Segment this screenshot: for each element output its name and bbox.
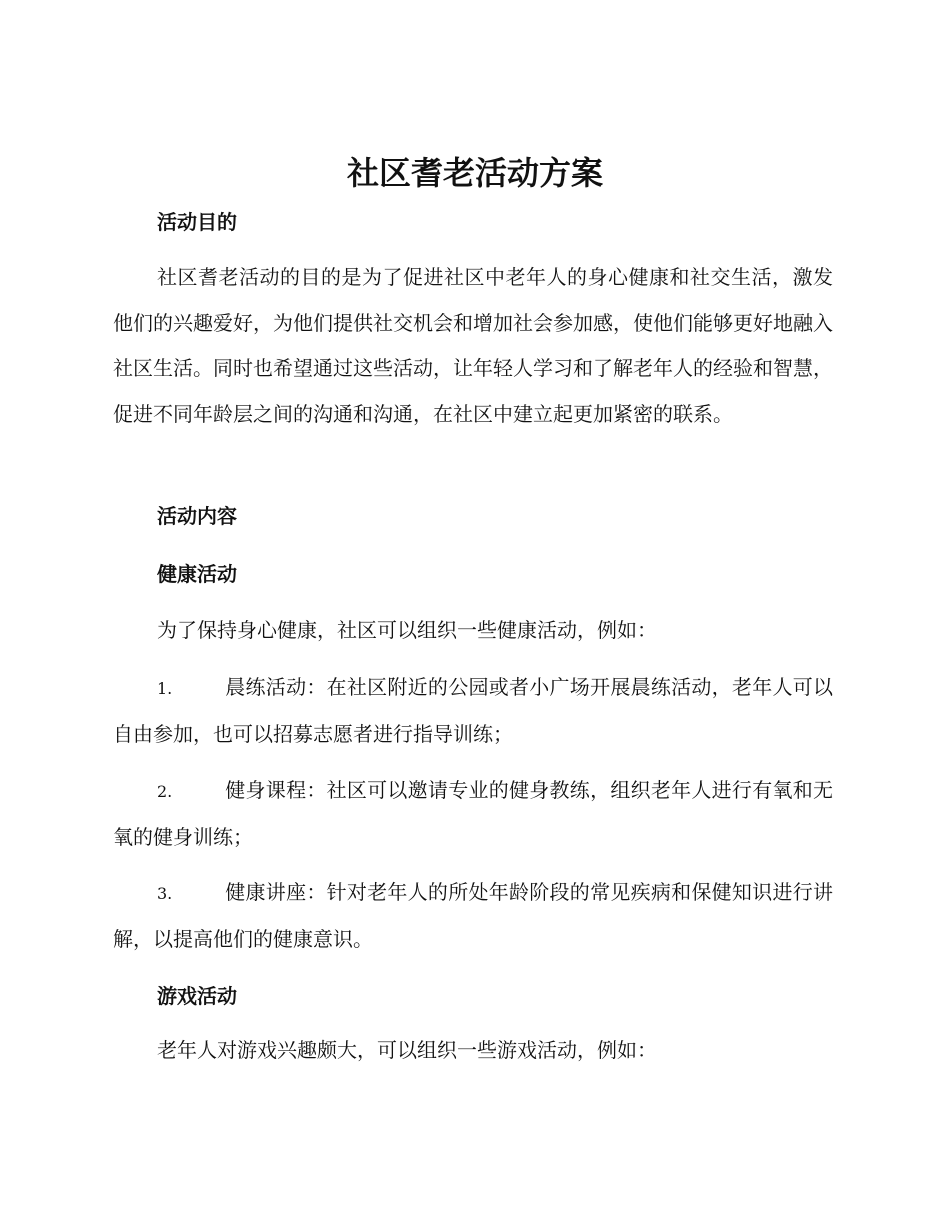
heading-purpose: 活动目的 bbox=[157, 210, 237, 234]
list-item-number: 3. bbox=[157, 884, 173, 903]
heading-game: 游戏活动 bbox=[157, 984, 237, 1008]
list-item bbox=[113, 768, 833, 860]
list-item-text: 健身课程：社区可以邀请专业的健身教练，组织老年人进行有氧和无氧的健身训练； bbox=[113, 778, 833, 849]
paragraph-purpose: 社区耆老活动的目的是为了促进社区中老年人的身心健康和社交生活，激发他们的兴趣爱好，为他们提供社交机会和增加社会参加感，使他们能够更好地融入社区生活。同时也希望通过这些活动，让年轻人学习和了解老年人的经验和智慧，促进不同年龄层之间的沟通和沟通，在社区中建立起更加紧密的联系。 bbox=[113, 265, 833, 426]
list-item-number: 2. bbox=[157, 782, 173, 801]
list-item bbox=[113, 870, 833, 962]
heading-health: 健康活动 bbox=[157, 562, 237, 586]
paragraph-game-intro: 老年人对游戏兴趣颇大，可以组织一些游戏活动，例如： bbox=[157, 1038, 657, 1062]
list-item-text: 晨练活动：在社区附近的公园或者小广场开展晨练活动，老年人可以自由参加，也可以招募志愿者进行指导训练； bbox=[113, 675, 833, 746]
list-item-text: 健康讲座：针对老年人的所处年龄阶段的常见疾病和保健知识进行讲解，以提高他们的健康意识。 bbox=[113, 880, 833, 951]
page-title: 社区耆老活动方案 bbox=[346, 154, 603, 192]
list-item bbox=[113, 665, 833, 757]
list-item-number: 1. bbox=[157, 679, 173, 698]
paragraph-health-intro: 为了保持身心健康，社区可以组织一些健康活动，例如： bbox=[157, 618, 657, 642]
heading-content: 活动内容 bbox=[157, 504, 237, 528]
